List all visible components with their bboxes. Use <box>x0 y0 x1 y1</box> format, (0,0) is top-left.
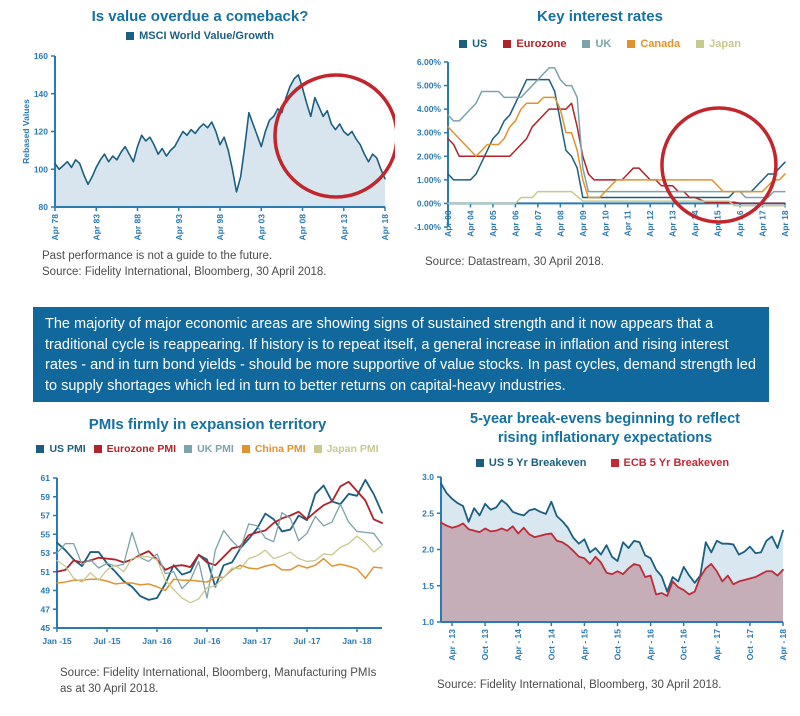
svg-text:Apr 10: Apr 10 <box>600 210 611 237</box>
svg-text:Apr 93: Apr 93 <box>173 214 184 241</box>
svg-text:Apr - 15: Apr - 15 <box>579 629 590 661</box>
svg-text:80: 80 <box>38 202 48 212</box>
svg-text:Apr 83: Apr 83 <box>91 214 102 241</box>
chart-title-breakevens <box>420 410 790 448</box>
legend-label: Eurozone <box>516 38 567 50</box>
svg-text:Apr 18: Apr 18 <box>380 214 390 241</box>
legend-label: UK <box>595 38 612 50</box>
svg-text:Jan -17: Jan -17 <box>242 636 272 646</box>
chart-title-interest-rates <box>400 8 800 25</box>
svg-text:6.00%: 6.00% <box>416 57 441 67</box>
svg-text:Apr 98: Apr 98 <box>215 214 225 241</box>
footnote-line: Source: Fidelity International, Bloomberg, 30 April 2018. <box>437 679 722 691</box>
legend-swatch-icon <box>314 445 322 453</box>
svg-text:Apr 78: Apr 78 <box>50 214 60 241</box>
legend-label: US PMI <box>49 443 86 455</box>
legend-swatch-icon <box>459 40 467 48</box>
svg-text:Apr 16: Apr 16 <box>735 210 746 237</box>
svg-text:47: 47 <box>40 604 50 615</box>
svg-text:Apr 06: Apr 06 <box>510 210 521 237</box>
svg-text:Apr 15: Apr 15 <box>712 210 723 237</box>
svg-text:Apr 04: Apr 04 <box>465 210 476 237</box>
legend-rates <box>400 38 800 50</box>
chart-canvas-breakevens <box>405 466 795 676</box>
svg-text:Apr - 18: Apr - 18 <box>778 629 788 661</box>
chart-title-line: Is value overdue a comeback? <box>91 8 309 25</box>
svg-text:100: 100 <box>33 164 48 175</box>
footnote-msci <box>42 249 392 280</box>
legend-label: Japan <box>709 38 741 50</box>
svg-text:Apr 12: Apr 12 <box>645 210 656 237</box>
quote-box <box>33 307 769 402</box>
svg-text:53: 53 <box>40 548 50 558</box>
legend-msci <box>0 30 400 42</box>
svg-text:57: 57 <box>40 510 50 521</box>
svg-text:Apr 07: Apr 07 <box>532 210 543 237</box>
svg-text:Jan -15: Jan -15 <box>42 636 72 646</box>
svg-text:120: 120 <box>33 126 48 137</box>
series-line <box>57 482 382 572</box>
chart-canvas-rates <box>405 52 797 252</box>
svg-text:Oct - 16: Oct - 16 <box>678 629 689 661</box>
svg-text:1.0: 1.0 <box>422 617 434 627</box>
series-area <box>55 75 385 207</box>
series-line <box>57 536 382 603</box>
legend-item <box>503 38 566 50</box>
svg-text:Apr 14: Apr 14 <box>690 210 701 237</box>
svg-text:Oct - 14: Oct - 14 <box>546 629 557 661</box>
svg-text:-1.00%: -1.00% <box>414 222 441 232</box>
legend-label: Canada <box>640 38 681 50</box>
legend-item <box>582 38 611 50</box>
legend-label: China PMI <box>254 443 306 455</box>
legend-label: Japan PMI <box>326 443 379 455</box>
quote-text: The majority of major economic areas are showing signs of sustained strength and it now appears that a traditional cycle is reappearing. If history is to repeat itself, a general increase in inflation and rising interest rates - and in turn bond yields - should be more supportive of value stocks. In past cycles, demand strength led to supply shortages which led in turn to better returns on capital-heavy industries. <box>45 316 756 394</box>
chart-title-line: rising inflationary expectations <box>497 430 713 446</box>
footnote-line: Source: Fidelity International, Bloomberg, 30 April 2018. <box>42 265 327 278</box>
svg-text:1.5: 1.5 <box>422 580 434 591</box>
footnote-line: Source: Fidelity International, Bloomberg, Manufacturing PMIs <box>60 667 377 679</box>
legend-swatch-icon <box>94 445 102 453</box>
series-line <box>448 97 785 197</box>
footnote-pmis <box>60 666 400 697</box>
svg-text:Apr 08: Apr 08 <box>297 214 308 241</box>
svg-text:5.00%: 5.00% <box>416 80 441 91</box>
legend-item <box>36 443 85 455</box>
legend-item <box>126 30 274 42</box>
svg-text:45: 45 <box>40 623 50 633</box>
highlight-circle-annotation <box>662 108 776 222</box>
legend-item <box>184 443 234 455</box>
legend-label: US 5 Yr Breakeven <box>488 457 587 469</box>
svg-text:Jul -16: Jul -16 <box>193 636 221 646</box>
svg-text:Apr 03: Apr 03 <box>443 210 453 237</box>
footnote-rates <box>425 255 785 271</box>
svg-text:Apr 18: Apr 18 <box>780 210 790 237</box>
legend-label: MSCI World Value/Growth <box>139 30 274 42</box>
svg-text:Apr 88: Apr 88 <box>132 214 143 241</box>
legend-label: Eurozone PMI <box>106 443 177 455</box>
svg-text:0.00%: 0.00% <box>416 198 441 209</box>
legend-label: US <box>472 38 488 50</box>
svg-text:140: 140 <box>33 88 48 99</box>
svg-text:2.5: 2.5 <box>422 508 434 519</box>
legend-item <box>242 443 306 455</box>
svg-text:Apr 08: Apr 08 <box>555 210 566 237</box>
legend-item <box>696 38 741 50</box>
svg-text:51: 51 <box>40 566 50 577</box>
legend-item <box>459 38 487 50</box>
svg-text:4.00%: 4.00% <box>416 104 441 115</box>
legend-swatch-icon <box>696 40 704 48</box>
legend-label: ECB 5 Yr Breakeven <box>623 457 730 469</box>
chart-title-line: 5-year break-evens beginning to reflect <box>470 411 740 427</box>
svg-text:55: 55 <box>40 529 50 540</box>
footnote-line: Past performance is not a guide to the future. <box>42 250 273 262</box>
svg-text:Apr - 14: Apr - 14 <box>513 629 524 661</box>
svg-text:160: 160 <box>33 51 48 61</box>
svg-text:Jan -18: Jan -18 <box>342 636 372 646</box>
footnote-line: Source: Datastream, 30 April 2018. <box>425 256 604 268</box>
chart-title-line: PMIs firmly in expansion territory <box>88 416 327 433</box>
legend-pmis <box>0 443 415 455</box>
svg-text:49: 49 <box>40 585 50 596</box>
legend-swatch-icon <box>126 32 134 40</box>
chart-title-line: Key interest rates <box>537 8 663 25</box>
svg-text:Oct - 17: Oct - 17 <box>744 629 755 661</box>
chart-canvas-msci <box>20 46 395 251</box>
svg-text:Apr 09: Apr 09 <box>577 210 588 237</box>
svg-text:Apr 03: Apr 03 <box>256 214 267 241</box>
series-line <box>57 504 382 598</box>
svg-text:1.00%: 1.00% <box>416 174 441 185</box>
svg-text:2.0: 2.0 <box>422 544 434 555</box>
svg-text:61: 61 <box>40 473 50 483</box>
footnote-breakevens <box>437 678 797 694</box>
svg-text:3.0: 3.0 <box>422 472 434 482</box>
chart-title-value-comeback <box>0 8 400 25</box>
svg-text:Jul -15: Jul -15 <box>93 636 121 646</box>
svg-text:2.00%: 2.00% <box>416 151 441 162</box>
svg-text:Apr - 13: Apr - 13 <box>447 629 458 661</box>
svg-text:3.00%: 3.00% <box>416 127 441 138</box>
legend-swatch-icon <box>503 40 511 48</box>
legend-swatch-icon <box>582 40 590 48</box>
legend-swatch-icon <box>184 445 192 453</box>
legend-item <box>94 443 176 455</box>
legend-swatch-icon <box>242 445 250 453</box>
svg-text:Apr 13: Apr 13 <box>667 210 678 237</box>
svg-text:Oct - 13: Oct - 13 <box>480 629 491 661</box>
legend-item <box>314 443 379 455</box>
svg-text:59: 59 <box>40 491 50 502</box>
series-line <box>448 103 785 203</box>
legend-item <box>627 38 680 50</box>
legend-swatch-icon <box>627 40 635 48</box>
svg-text:Apr - 17: Apr - 17 <box>711 629 722 661</box>
svg-text:Jan -16: Jan -16 <box>142 636 172 646</box>
y-axis-label: Rebased Values <box>21 99 31 164</box>
svg-text:Apr 05: Apr 05 <box>487 210 498 237</box>
legend-swatch-icon <box>36 445 44 453</box>
svg-text:Apr 17: Apr 17 <box>757 210 768 237</box>
legend-label: UK PMI <box>197 443 234 455</box>
svg-text:Apr 13: Apr 13 <box>338 214 349 241</box>
chart-title-pmis <box>5 416 410 433</box>
chart-canvas-pmis <box>25 468 400 663</box>
svg-text:Apr 11: Apr 11 <box>622 210 633 237</box>
svg-text:Oct - 15: Oct - 15 <box>612 629 623 661</box>
footnote-line: as at 30 April 2018. <box>60 682 159 695</box>
svg-text:Apr - 16: Apr - 16 <box>645 629 656 661</box>
svg-text:Jul -17: Jul -17 <box>293 636 321 646</box>
